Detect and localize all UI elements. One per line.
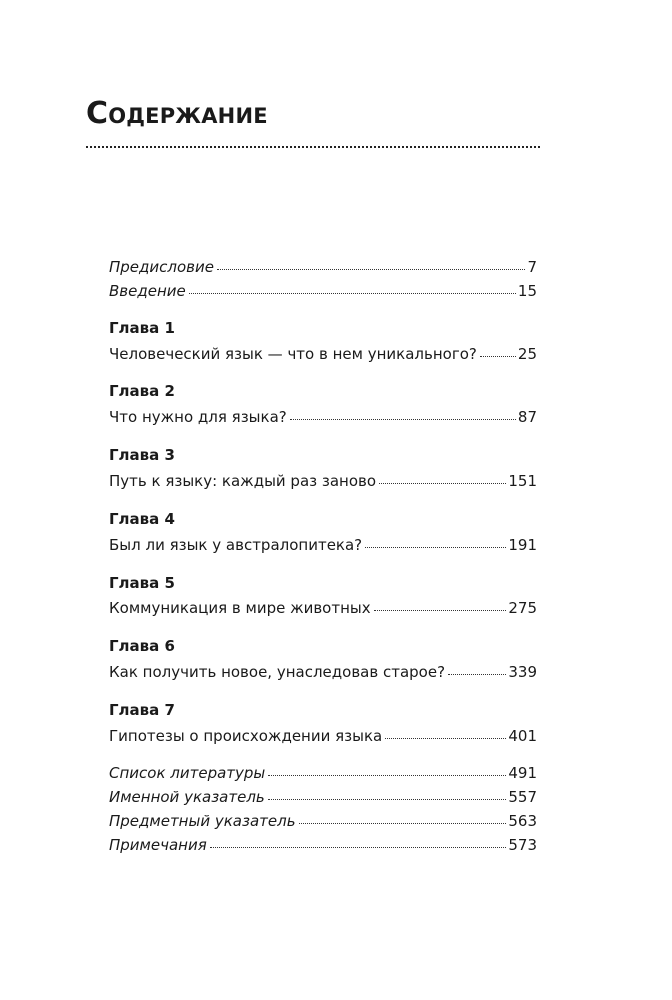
toc-entry-name-index[interactable]: [109, 787, 537, 807]
dot-leader: [189, 293, 516, 294]
toc-entry-label: Предисловие: [109, 258, 214, 276]
toc-entry-page: 151: [508, 472, 537, 490]
toc-entry-page: 191: [508, 536, 537, 554]
toc-entry-chapter-4[interactable]: [109, 535, 537, 555]
toc-entry-label: Примечания: [109, 836, 207, 854]
toc-entry-preface[interactable]: [109, 257, 537, 277]
toc-entry-page: 15: [517, 282, 537, 300]
dot-leader: [268, 775, 506, 776]
toc-entry-chapter-5[interactable]: [109, 598, 537, 618]
toc-entry-notes[interactable]: [109, 835, 537, 855]
dot-leader: [290, 419, 516, 420]
dot-leader: [448, 674, 506, 675]
toc-entry-page: 339: [508, 663, 537, 681]
toc-entry-label: Человеческий язык — что в нем уникального?: [109, 345, 477, 363]
toc-entry-page: 563: [508, 812, 537, 830]
toc-entry-label: Введение: [109, 282, 186, 300]
dot-leader: [365, 547, 506, 548]
chapter-heading: Глава 5: [109, 574, 175, 592]
dot-leader: [268, 799, 507, 800]
chapter-heading: Глава 3: [109, 446, 175, 464]
dot-leader: [299, 823, 507, 824]
dot-leader: [210, 847, 507, 848]
toc-entry-label: Гипотезы о происхождении языка: [109, 727, 383, 745]
chapter-heading: Глава 4: [109, 510, 175, 528]
toc-entry-label: Как получить новое, унаследовав старое?: [109, 663, 446, 681]
toc-entry-page: 401: [508, 727, 537, 745]
toc-entry-page: 275: [508, 599, 537, 617]
toc-entry-page: 557: [508, 788, 537, 806]
chapter-heading: Глава 2: [109, 382, 175, 400]
toc-entry-chapter-3[interactable]: [109, 471, 537, 491]
toc-entry-page: 25: [517, 345, 537, 363]
toc-entry-chapter-6[interactable]: [109, 662, 537, 682]
toc-entry-bibliography[interactable]: [109, 763, 537, 783]
toc-entry-label: Предметный указатель: [109, 812, 296, 830]
toc-entry-label: Что нужно для языка?: [109, 408, 287, 426]
chapter-heading: Глава 6: [109, 637, 175, 655]
dot-leader: [480, 356, 516, 357]
dot-leader: [385, 738, 506, 739]
toc-entry-introduction[interactable]: [109, 281, 537, 301]
title-dotted-rule: [86, 146, 540, 148]
dot-leader: [374, 610, 507, 611]
page-title: Содержание: [86, 96, 268, 131]
dot-leader: [379, 483, 506, 484]
dot-leader: [217, 269, 525, 270]
toc-entry-label: Был ли язык у австралопитека?: [109, 536, 363, 554]
toc-entry-chapter-7[interactable]: [109, 726, 537, 746]
toc-entry-label: Путь к языку: каждый раз заново: [109, 472, 377, 490]
chapter-heading: Глава 7: [109, 701, 175, 719]
toc-entry-chapter-2[interactable]: [109, 407, 537, 427]
toc-entry-label: Именной указатель: [109, 788, 265, 806]
toc-entry-subject-index[interactable]: [109, 811, 537, 831]
toc-entry-chapter-1[interactable]: [109, 344, 537, 364]
toc-entry-page: 87: [517, 408, 537, 426]
toc-entry-label: Список литературы: [109, 764, 266, 782]
toc-entry-label: Коммуникация в мире животных: [109, 599, 371, 617]
chapter-heading: Глава 1: [109, 319, 175, 337]
toc-entry-page: 491: [508, 764, 537, 782]
toc-entry-page: 7: [527, 258, 537, 276]
toc-entry-page: 573: [508, 836, 537, 854]
